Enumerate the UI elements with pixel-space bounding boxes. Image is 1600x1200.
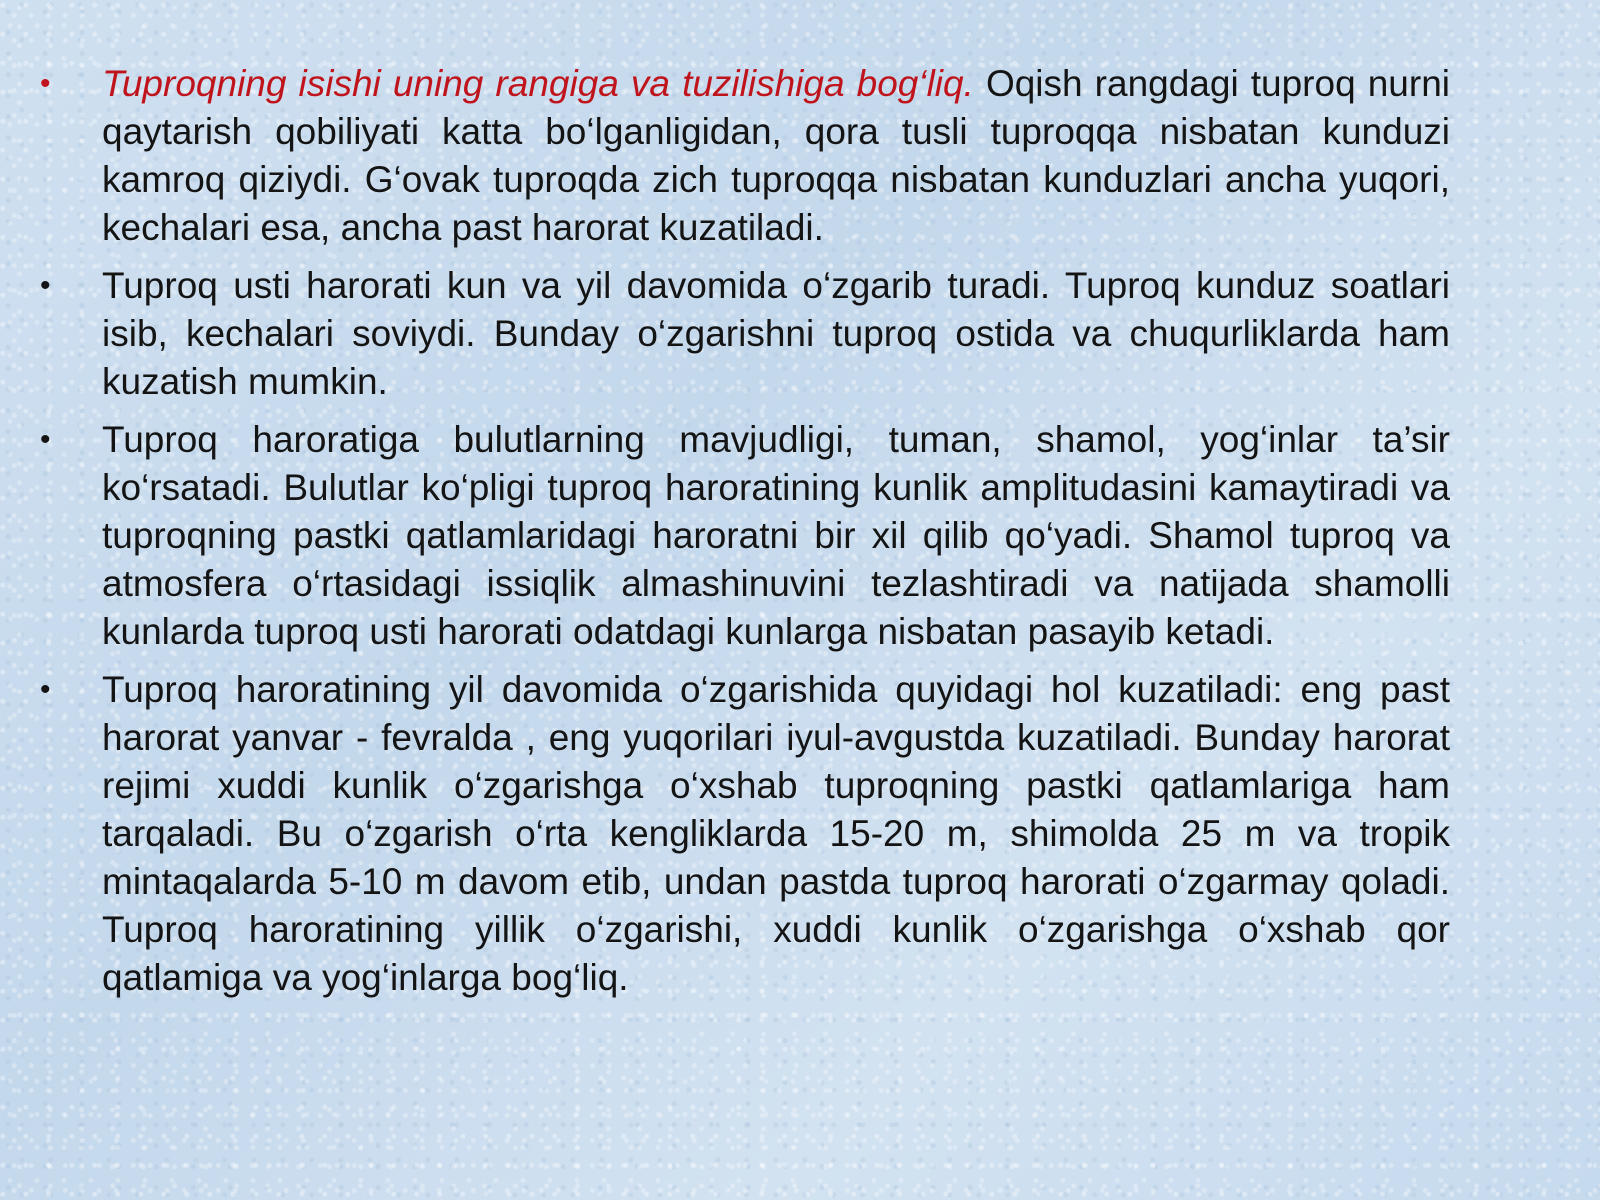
bullet-item-3 [40,416,1450,656]
bullet-list [40,60,1451,1002]
bullet-item-4 [40,666,1450,1002]
bullet-marker: • [40,67,51,100]
bullet-item-2 [40,262,1450,406]
bullet-text: Oqish rangdagi tuproq nurni qaytarish qobiliyati katta bo‘lganligidan, qora tusli tuproqqa nisbatan kunduzi kamroq qiziydi. G‘ovak tuproqda zich tuproqqa nisbatan kunduzlari ancha yuqori, kechalari esa, ancha past harorat kuzatiladi. [102,63,1451,248]
bullet-text: Tuproq haroratining yil davomida o‘zgarishida quyidagi hol kuzatiladi: eng past harorat yanvar - fevralda , eng yuqorilari iyul-avgustda kuzatiladi. Bunday harorat rejimi xuddi kunlik o‘zgarishga o‘xshab tuproqning pastki qatlamlariga ham tarqaladi. Bu o‘zgarish o‘rta kengliklarda 15-20 m, shimolda 25 m va tropik mintaqalarda 5-10 m davom etib, undan pastda tuproq harorati o‘zgarmay qoladi. Tuproq haroratining yillik o‘zgarishi, xuddi kunlik o‘zgarishga o‘xshab qor qatlamiga va yog‘inlarga bog‘liq. [102,669,1450,998]
bullet-text: Tuproq haroratiga bulutlarning mavjudligi, tuman, shamol, yog‘inlar ta’sir ko‘rsatadi. Bulutlar ko‘pligi tuproq haroratining kunlik amplitudasini kamaytiradi va tuproqning pastki qatlamlaridagi haroratni bir xil qilib qo‘yadi. Shamol tuproq va atmosfera o‘rtasidagi issiqlik almashinuvini tezlashtiradi va natijada shamolli kunlarda tuproq usti harorati odatdagi kunlarga nisbatan pasayib ketadi. [102,419,1450,652]
bullet-marker: • [40,673,51,706]
bullet-marker: • [40,423,51,456]
bullet-item-1 [40,60,1451,252]
bullet-text: Tuproq usti harorati kun va yil davomida o‘zgarib turadi. Tuproq kunduz soatlari isib, kechalari soviydi. Bunday o‘zgarishni tuproq ostida va chuqurliklarda ham kuzatish mumkin. [102,265,1450,402]
highlighted-text: Tuproqning isishi uning rangiga va tuzilishiga bog‘liq. [102,63,974,104]
bullet-marker: • [40,269,51,302]
